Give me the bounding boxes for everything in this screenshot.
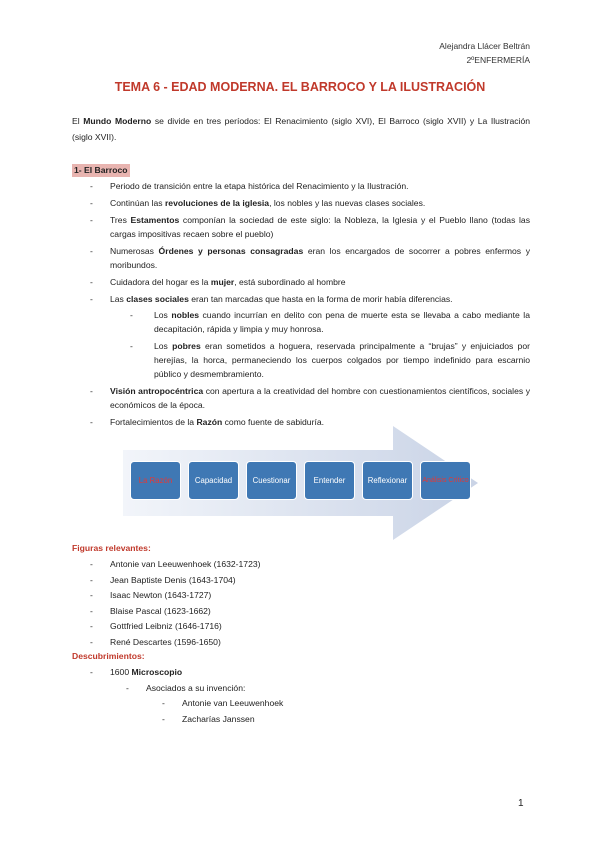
page-number: 1	[518, 798, 524, 809]
descubrimientos-list	[90, 665, 182, 681]
figuras-list	[90, 557, 261, 650]
list-item: - Numerosas Órdenes y personas consagradas eran los encargados de socorrer a pobres enfermos y moribundos.	[90, 244, 530, 272]
list-item: - Fortalecimientos de la Razón como fuente de sabiduría.	[90, 415, 530, 429]
list-item: - Gottfried Leibniz (1646-1716)	[90, 619, 261, 635]
inventores-list	[162, 696, 283, 727]
diagram-step-razon: La Razón	[130, 461, 181, 500]
header-author: Alejandra Llácer Beltrán	[439, 41, 530, 51]
diagram-step-reflexionar: Reflexionar	[362, 461, 413, 500]
diagram-step-entender: Entender	[304, 461, 355, 500]
barroco-list	[90, 179, 530, 432]
diagram-step-analisis: Análisis Crítico	[420, 461, 471, 500]
intro-paragraph: El Mundo Moderno se divide en tres períodos: El Renacimiento (siglo XVI), El Barroco (siglo XVII) y La Ilustración (siglo XVII).	[72, 116, 531, 142]
list-item: - Zacharías Janssen	[162, 712, 283, 728]
list-item: - Los nobles cuando incurrían en delito con pena de muerte esta se llevaba a cabo mediante la decapitación, rápida y limpia y muy honrosa.	[130, 308, 530, 336]
list-item: - René Descartes (1596-1650)	[90, 635, 261, 651]
list-item: - Las clases sociales eran tan marcadas que hasta en la forma de morir había diferencias. - Los nobles cuando incurrían en delito con pena de muerte esta se llevaba a cabo mediante la decapitación, rápida y limpia y muy honrosa. - Los pobres eran sometidos a hoguera, reservada principalmente a “brujas” y enjuiciados por herejías, la horca, permaneciendo los cuerpos colgados por tiempo indefinido para escarnio público y desmembramiento.	[90, 292, 530, 381]
list-item: - Isaac Newton (1643-1727)	[90, 588, 261, 604]
figuras-heading: Figuras relevantes:	[72, 543, 151, 553]
list-item: - Continúan las revoluciones de la iglesia, los nobles y las nuevas clases sociales.	[90, 196, 530, 210]
section-heading-barroco: 1- El Barroco	[74, 165, 128, 175]
list-item: - Jean Baptiste Denis (1643-1704)	[90, 573, 261, 589]
list-item: - Visión antropocéntrica con apertura a la creatividad del hombre con cuestionamientos científicos, sociales y económicos de la época.	[90, 384, 530, 412]
list-item: - Los pobres eran sometidos a hoguera, reservada principalmente a “brujas” y enjuiciados por herejías, la horca, permaneciendo los cuerpos colgados por tiempo indefinido para escarnio público y desmembramiento.	[130, 339, 530, 381]
list-item: - 1600 Microscopio	[90, 665, 182, 681]
diagram-step-cuestionar: Cuestionar	[246, 461, 297, 500]
page-title: TEMA 6 - EDAD MODERNA. EL BARROCO Y LA ILUSTRACIÓN	[114, 80, 486, 94]
asociados-list	[126, 681, 245, 697]
list-item: - Cuidadora del hogar es la mujer, está subordinado al hombre	[90, 275, 530, 289]
descubrimientos-heading: Descubrimientos:	[72, 651, 145, 661]
list-item: - Antonie van Leeuwenhoek (1632-1723)	[90, 557, 261, 573]
list-item: - Periodo de transición entre la etapa histórica del Renacimiento y la Ilustración.	[90, 179, 530, 193]
header-course: 2ºENFERMERÍA	[466, 55, 530, 65]
list-item: - Asociados a su invención:	[126, 681, 245, 697]
list-item: - Blaise Pascal (1623-1662)	[90, 604, 261, 620]
list-item: - Tres Estamentos componían la sociedad de este siglo: la Nobleza, la Iglesia y el Pueblo llano (todas las cargas impositivas recaen sobre el pueblo)	[90, 213, 530, 241]
sub-list	[110, 308, 530, 381]
diagram-step-capacidad: Capacidad	[188, 461, 239, 500]
list-item: - Antonie van Leeuwenhoek	[162, 696, 283, 712]
